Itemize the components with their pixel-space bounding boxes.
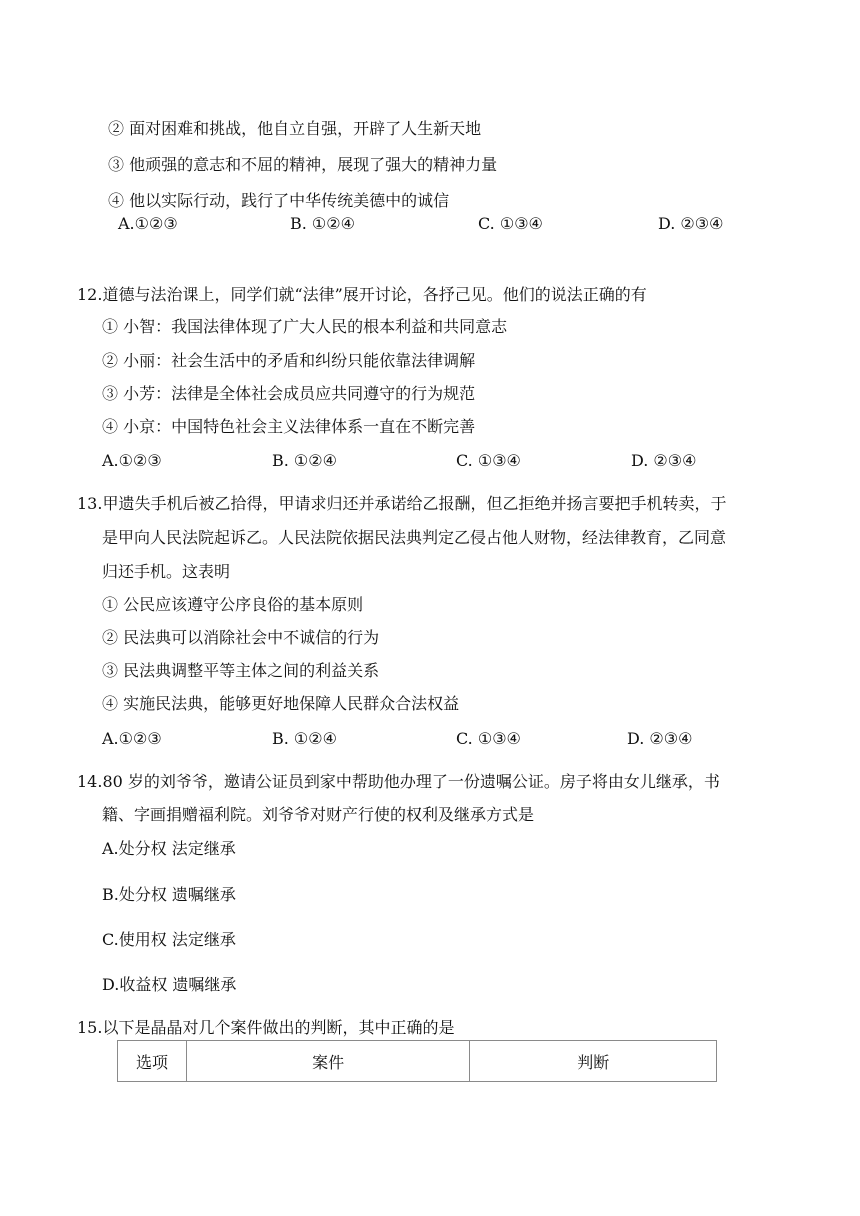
q12-stem: 12.道德与法治课上，同学们就“法律”展开讨论，各抒己见。他们的说法正确的有: [77, 285, 647, 304]
table-header-row: [118, 1041, 717, 1082]
q13-item-4: ④ 实施民法典，能够更好地保障人民群众合法权益: [102, 694, 460, 713]
q11-option-a[interactable]: A.①②③: [118, 214, 178, 233]
q11-item-2: ② 面对困难和挑战，他自立自强，开辟了人生新天地: [108, 119, 482, 138]
q12-option-b[interactable]: B. ①②④: [272, 451, 337, 470]
q12-item-3: ③ 小芳：法律是全体社会成员应共同遵守的行为规范: [102, 384, 476, 403]
q12-item-4: ④ 小京：中国特色社会主义法律体系一直在不断完善: [102, 417, 476, 436]
table-header-judgment: 判断: [470, 1041, 717, 1082]
q13-item-1: ① 公民应该遵守公序良俗的基本原则: [102, 595, 364, 614]
q11-item-3: ③ 他顽强的意志和不屈的精神，展现了强大的精神力量: [108, 155, 498, 174]
q14-option-d[interactable]: D.收益权 遗嘱继承: [102, 975, 237, 994]
q12-item-2: ② 小丽：社会生活中的矛盾和纠纷只能依靠法律调解: [102, 351, 476, 370]
q11-option-c[interactable]: C. ①③④: [478, 214, 543, 233]
q14-stem-line-1: 14.80 岁的刘爷爷，邀请公证员到家中帮助他办理了一份遗嘱公证。房子将由女儿继承，书: [77, 772, 720, 791]
q14-stem-line-2: 籍、字画捐赠福利院。刘爷爷对财产行使的权利及继承方式是: [102, 805, 535, 824]
table-header-option: 选项: [118, 1041, 187, 1082]
q12-option-c[interactable]: C. ①③④: [456, 451, 521, 470]
q13-option-b[interactable]: B. ①②④: [272, 729, 337, 748]
q12-option-d[interactable]: D. ②③④: [631, 451, 697, 470]
q13-stem-line-1: 13.甲遗失手机后被乙拾得，甲请求归还并承诺给乙报酬，但乙拒绝并扬言要把手机转卖，于: [77, 494, 727, 513]
q13-item-3: ③ 民法典调整平等主体之间的利益关系: [102, 661, 380, 680]
q15-case-table: [117, 1040, 717, 1082]
q13-item-2: ② 民法典可以消除社会中不诚信的行为: [102, 628, 380, 647]
q13-stem-line-3: 归还手机。这表明: [102, 562, 231, 581]
q14-option-b[interactable]: B.处分权 遗嘱继承: [102, 885, 236, 904]
table-header-case: 案件: [186, 1041, 470, 1082]
q14-option-c[interactable]: C.使用权 法定继承: [102, 930, 236, 949]
q13-option-c[interactable]: C. ①③④: [456, 729, 521, 748]
q12-option-a[interactable]: A.①②③: [102, 451, 162, 470]
q13-stem-line-2: 是甲向人民法院起诉乙。人民法院依据民法典判定乙侵占他人财物，经法律教育，乙同意: [102, 528, 727, 547]
q13-option-a[interactable]: A.①②③: [102, 729, 162, 748]
q11-item-4: ④ 他以实际行动，践行了中华传统美德中的诚信: [108, 191, 450, 210]
q12-item-1: ① 小智：我国法律体现了广大人民的根本利益和共同意志: [102, 317, 508, 336]
q11-option-d[interactable]: D. ②③④: [658, 214, 724, 233]
q13-option-d[interactable]: D. ②③④: [627, 729, 693, 748]
q14-option-a[interactable]: A.处分权 法定继承: [102, 839, 236, 858]
q15-stem: 15.以下是晶晶对几个案件做出的判断，其中正确的是: [77, 1018, 455, 1037]
q11-option-b[interactable]: B. ①②④: [290, 214, 355, 233]
